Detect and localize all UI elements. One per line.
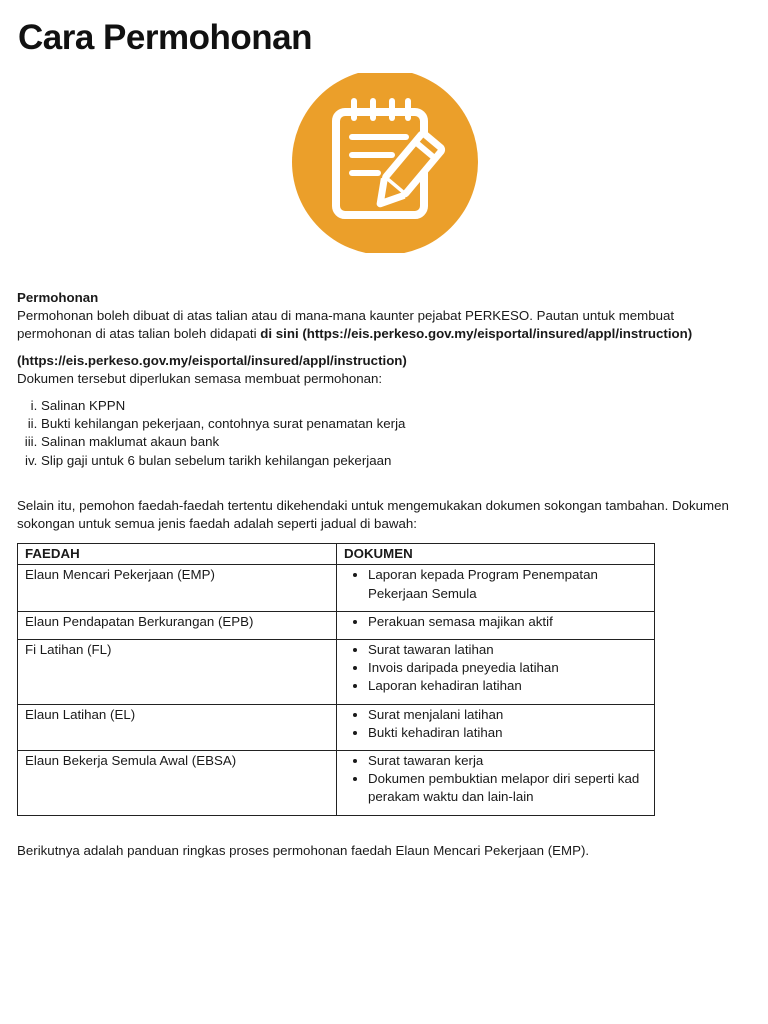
header-documents: DOKUMEN [337,544,655,565]
header-benefit: FAEDAH [18,544,337,565]
application-url-text[interactable]: (https://eis.perkeso.gov.my/eisportal/insured/appl/instruction) [17,352,407,368]
application-link[interactable]: di sini (https://eis.perkeso.gov.my/eisportal/insured/appl/instruction) [260,326,693,342]
list-item: • Laporan kehadiran latihan [368,677,647,695]
table-header-row [18,544,655,565]
section-heading: Permohonan [17,290,99,305]
benefit-cell: Fi Latihan (FL) [18,640,337,705]
documents-cell [337,611,655,639]
notepad-pencil-icon [290,73,480,253]
documents-cell [337,640,655,705]
application-section [17,289,752,860]
table-row [18,565,655,611]
table-row [18,640,655,705]
intro-paragraph [17,307,752,343]
list-item: iv. Slip gaji untuk 6 bulan sebelum tarikh kehilangan pekerjaan [41,452,752,470]
table-row [18,704,655,750]
documents-cell [337,565,655,611]
docs-intro: Dokumen tersebut diperlukan semasa membuat permohonan: [17,370,383,386]
table-row [18,611,655,639]
list-item: iii. Salinan maklumat akaun bank [41,433,752,451]
required-documents-list [17,397,752,470]
list-item: ii. Bukti kehilangan pekerjaan, contohnya surat penamatan kerja [41,415,752,433]
benefit-cell: Elaun Pendapatan Berkurangan (EPB) [18,611,337,639]
list-item: • Perakuan semasa majikan aktif [368,613,647,631]
benefit-cell: Elaun Latihan (EL) [18,704,337,750]
closing-paragraph: Berikutnya adalah panduan ringkas proses permohonan faedah Elaun Mencari Pekerjaan (EMP). [17,842,590,858]
page-title: Cara Permohonan [18,18,312,57]
documents-cell [337,751,655,816]
list-item: • Surat menjalani latihan [368,706,647,724]
list-item: • Dokumen pembuktian melapor diri seperti kad perakam waktu dan lain-lain [368,770,647,806]
documents-cell [337,704,655,750]
list-item: • Surat tawaran kerja [368,752,647,770]
list-item: • Surat tawaran latihan [368,641,647,659]
logo-circle [292,73,478,253]
table-row [18,751,655,816]
list-item: • Laporan kepada Program Penempatan Pekerjaan Semula [368,566,647,602]
benefits-documents-table [17,543,655,815]
list-item: i. Salinan KPPN [41,397,752,415]
intro-text: Permohonan boleh dibuat di atas talian atau di mana-mana kaunter pejabat PERKESO. Pautan untuk membuat permohonan di atas talian boleh didapati [17,308,675,342]
list-item: • Invois daripada pneyedia latihan [368,659,647,677]
supporting-docs-paragraph: Selain itu, pemohon faedah-faedah tertentu dikehendaki untuk mengemukakan dokumen sokongan tambahan. Dokumen sokongan untuk semua jenis faedah adalah seperti jadual di bawah: [17,497,729,532]
benefit-cell: Elaun Mencari Pekerjaan (EMP) [18,565,337,611]
benefit-cell: Elaun Bekerja Semula Awal (EBSA) [18,751,337,816]
list-item: • Bukti kehadiran latihan [368,724,647,742]
